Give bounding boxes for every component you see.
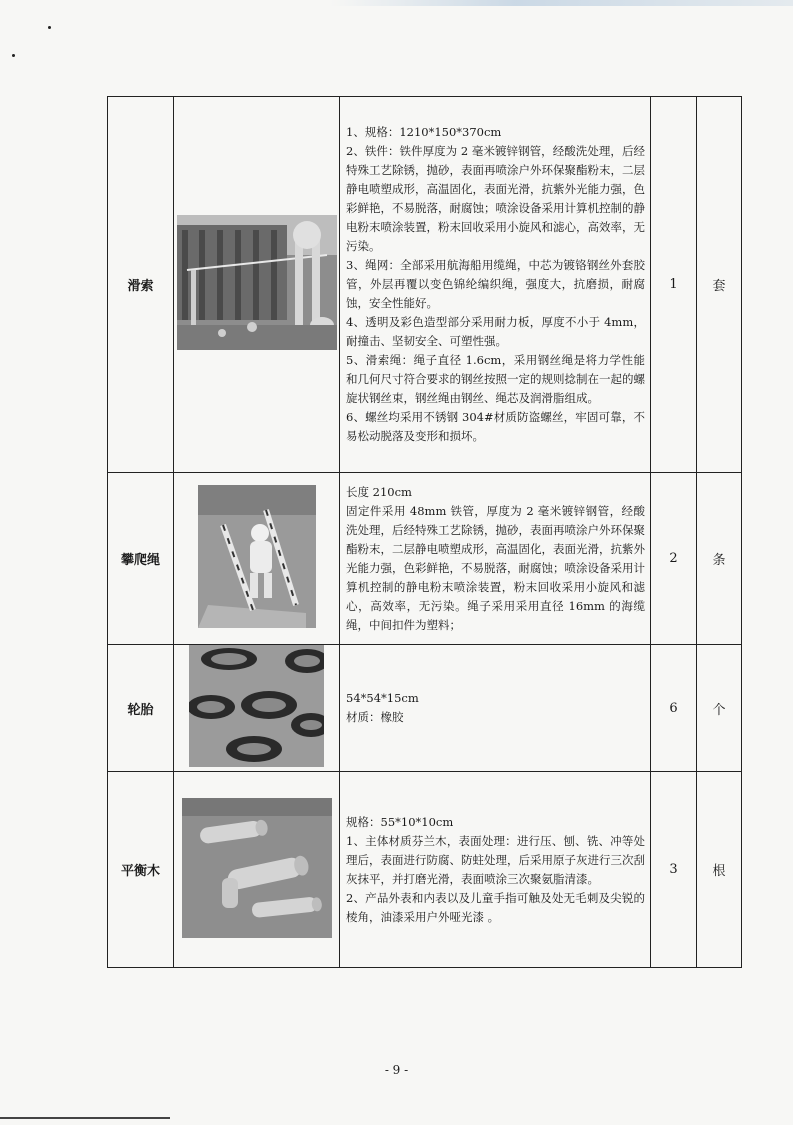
item-image-cell [174, 645, 340, 772]
item-name: 滑索 [108, 97, 174, 473]
scan-artifact-bottom [0, 1117, 170, 1119]
table-row [108, 97, 742, 473]
item-name: 轮胎 [108, 645, 174, 772]
item-unit: 根 [697, 772, 742, 968]
table-row [108, 645, 742, 772]
item-quantity: 1 [651, 97, 697, 473]
table-row [108, 473, 742, 645]
item-description [340, 97, 651, 473]
item-image-cell [174, 473, 340, 645]
item-unit: 套 [697, 97, 742, 473]
item-unit: 个 [697, 645, 742, 772]
balance-beam-photo [182, 798, 332, 938]
scan-dot [48, 26, 51, 29]
item-quantity: 3 [651, 772, 697, 968]
item-quantity: 2 [651, 473, 697, 645]
desc-line: 5、滑索绳：绳子直径 1.6cm，采用钢丝绳是将力学性能和几何尺寸符合要求的钢丝按照一定的规则捻制在一起的螺旋状钢丝束，钢丝绳由钢丝、绳芯及润滑脂组成。 [346, 353, 645, 405]
zipline-photo [177, 215, 337, 350]
item-name: 平衡木 [108, 772, 174, 968]
desc-line: 3、绳网：全部采用航海船用缆绳，中芯为镀铬钢丝外套胶管，外层再覆以变色锦纶编织绳，强度大，抗磨损，耐腐蚀，安全性能好。 [346, 258, 645, 310]
item-image-cell [174, 772, 340, 968]
desc-line: 6、螺丝均采用不锈钢 304#材质防盗螺丝，牢固可靠，不易松动脱落及变形和损坏。 [346, 410, 645, 443]
desc-line: 1、主体材质芬兰木，表面处理：进行压、刨、铣、冲等处理后，表面进行防腐、防蛀处理，后采用原子灰进行三次刮灰抹平，并打磨光滑，表面喷涂三次聚氨脂清漆。 [346, 833, 645, 886]
table-row [108, 772, 742, 968]
spec-table [107, 96, 742, 968]
desc-line: 4、透明及彩色造型部分采用耐力板，厚度不小于 4mm，耐撞击、坚韧安全、可塑性强。 [346, 315, 645, 348]
desc-line: 固定件采用 48mm 铁管，厚度为 2 毫米镀锌钢管，经酸洗处理，后经特殊工艺除锈，抛砂，表面再喷涂户外环保聚酯粉末，二层静电喷塑成形，高温固化，表面光滑，抗紫外光能力强，色彩鲜艳，不易脱落，耐腐蚀；喷涂设备采用计算机控制的静电粉末喷涂装置，粉末回收采用小旋风和滤心，高效率，无污染。绳子采用采用直径 16mm 的海缆绳，中间扣件为塑料； [346, 503, 645, 632]
desc-line: 材质：橡胶 [346, 710, 404, 724]
item-description [340, 473, 651, 645]
item-image-cell [174, 97, 340, 473]
item-quantity: 6 [651, 645, 697, 772]
tires-photo [189, 645, 324, 767]
page-number: - 9 - [384, 1063, 409, 1077]
desc-line: 规格：55*10*10cm [346, 814, 454, 829]
scan-artifact-top [330, 0, 793, 6]
desc-line: 2、铁件：铁件厚度为 2 毫米镀锌钢管，经酸洗处理，后经特殊工艺除锈，抛砂，表面再喷涂户外环保聚酯粉末，二层静电喷塑成形，高温固化，表面光滑，抗紫外光能力强，色彩鲜艳，不易脱落，耐腐蚀；喷涂设备采用计算机控制的静电粉末喷涂装置，粉末回收采用小旋风和滤心，高效率，无污染。 [346, 144, 645, 253]
desc-line: 2、产品外表和内表以及儿童手指可触及处无毛刺及尖锐的棱角，油漆采用户外哑光漆 。 [346, 890, 645, 924]
desc-line: 54*54*15cm [346, 691, 419, 705]
item-unit: 条 [697, 473, 742, 645]
desc-line: 长度 210cm [346, 484, 412, 499]
scan-dot [12, 54, 15, 57]
item-description [340, 772, 651, 968]
item-description [340, 645, 651, 772]
desc-line: 1、规格：1210*150*370cm [346, 125, 502, 139]
item-name: 攀爬绳 [108, 473, 174, 645]
climbing-rope-photo [198, 485, 316, 628]
